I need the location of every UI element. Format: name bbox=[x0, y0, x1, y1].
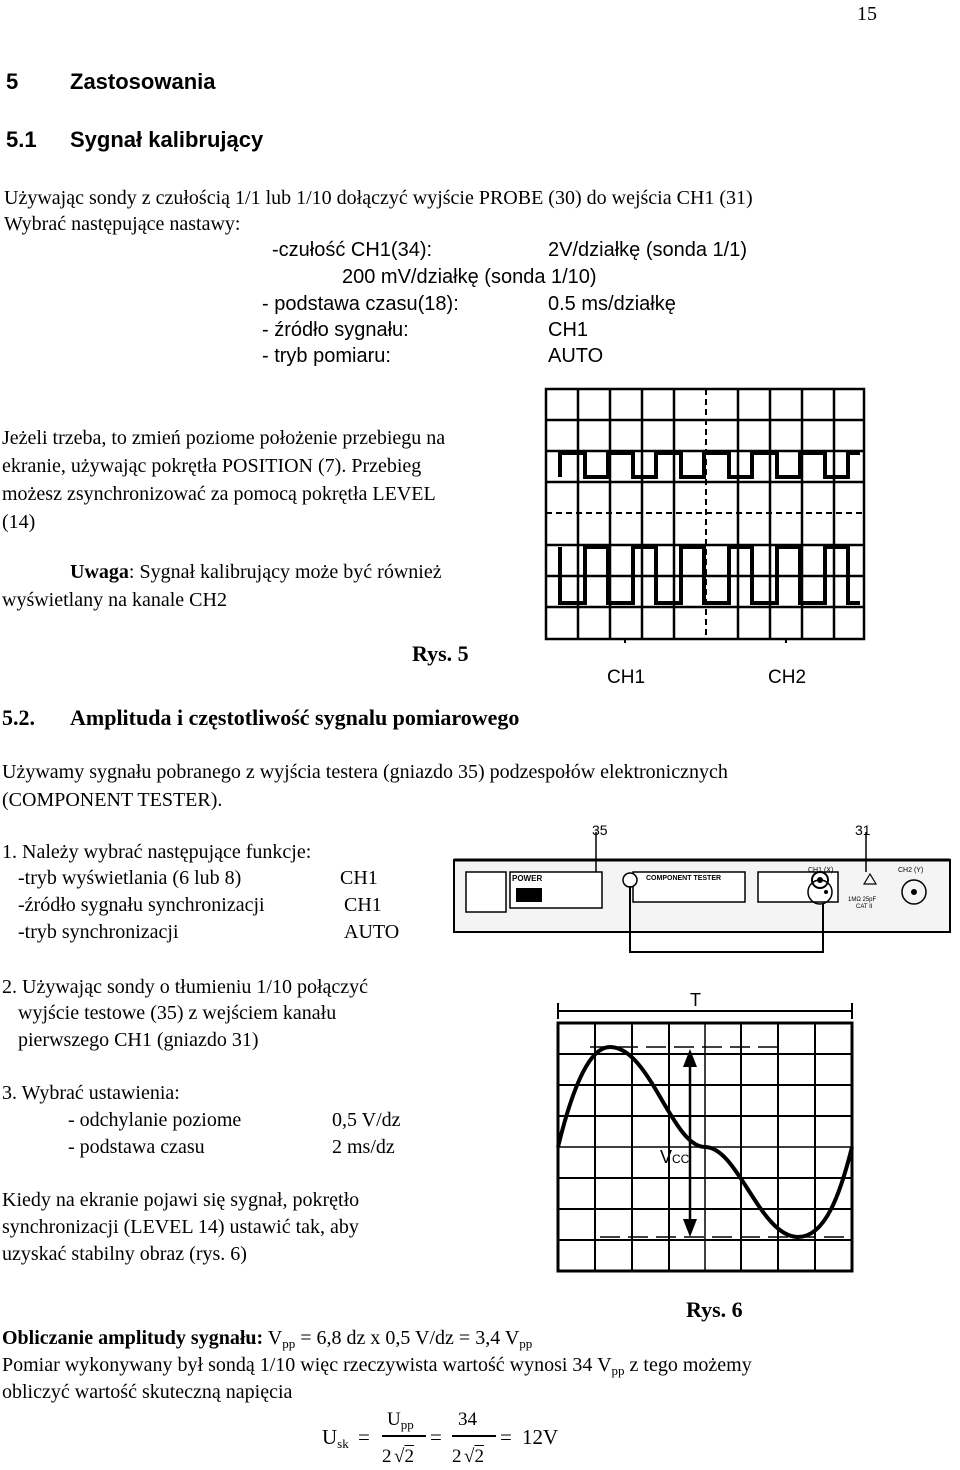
step-value: 2 ms/dz bbox=[332, 1136, 395, 1158]
category-label: CAT II bbox=[856, 904, 873, 910]
ch1x-label: CH1 (X) bbox=[808, 867, 834, 874]
figure-caption: Rys. 5 bbox=[412, 641, 469, 666]
setting-label: - tryb pomiaru: bbox=[262, 345, 391, 367]
calc-expr-b: = 6,8 dz x 0,5 V/dz = 3,4 V bbox=[295, 1327, 520, 1349]
intro-line: Używając sondy z czułością 1/1 lub 1/10 dołączyć wyjście PROBE (30) do wejścia CH1 (31) bbox=[4, 187, 753, 209]
setting-value: CH1 bbox=[548, 319, 589, 341]
formula-u bbox=[322, 1425, 349, 1456]
calc-sub: pp bbox=[611, 1363, 625, 1378]
section-title: Amplituda i częstotliwość sygnalu pomiarowego bbox=[70, 705, 520, 730]
ch2y-label: CH2 (Y) bbox=[898, 867, 924, 874]
calc-text: Pomiar wykonywany był sondą 1/10 więc rzeczywista wartość wynosi 34 V bbox=[2, 1354, 612, 1376]
paragraph-line: synchronizacji (LEVEL 14) ustawić tak, aby bbox=[2, 1216, 359, 1238]
paragraph-line: ekranie, używając pokrętła POSITION (7). Przebieg bbox=[2, 455, 422, 477]
root-value: 2 bbox=[404, 1446, 414, 1467]
u-letter: U bbox=[322, 1425, 338, 1449]
step-title: 1. Należy wybrać następujące funkcje: bbox=[2, 841, 312, 863]
step-value: 0,5 V/dz bbox=[332, 1109, 401, 1131]
section-number: 5.1 bbox=[6, 127, 37, 152]
formula-den: 2 bbox=[452, 1446, 462, 1467]
ch1-label: CH1 bbox=[607, 667, 646, 688]
step-label: - podstawa czasu bbox=[68, 1136, 205, 1158]
section-number: 5.2. bbox=[2, 705, 35, 730]
setting-value: AUTO bbox=[548, 345, 604, 367]
step-value: CH1 bbox=[344, 894, 382, 916]
note-line: wyświetlany na kanale CH2 bbox=[2, 589, 227, 611]
formula-num-upp bbox=[387, 1408, 414, 1437]
note-bold: Uwaga bbox=[70, 561, 129, 583]
paragraph-line: możesz zsynchronizować za pomocą pokrętła LEVEL bbox=[2, 483, 436, 505]
formula-eq: = bbox=[500, 1425, 512, 1449]
formula-eq: = bbox=[430, 1425, 442, 1449]
panel-number-31: 31 bbox=[855, 822, 871, 838]
period-label: T bbox=[690, 990, 701, 1010]
setting-label: - źródło sygnału: bbox=[262, 319, 409, 341]
calc-text: z tego możemy bbox=[624, 1354, 752, 1376]
step-label: -tryb synchronizacji bbox=[18, 921, 179, 943]
vcc-label bbox=[660, 1145, 689, 1171]
fraction-bar bbox=[452, 1435, 496, 1437]
u-subscript: sk bbox=[337, 1436, 349, 1451]
component-tester-label: COMPONENT TESTER bbox=[646, 875, 722, 882]
figure-caption: Rys. 6 bbox=[686, 1297, 743, 1322]
paragraph-line: Używamy sygnału pobranego z wyjścia testera (gniazdo 35) podzespołów elektronicznych bbox=[2, 761, 728, 783]
formula-root: √2 bbox=[394, 1446, 414, 1467]
setting-value: 200 mV/działkę (sonda 1/10) bbox=[342, 266, 597, 288]
paragraph-line: (14) bbox=[2, 511, 36, 533]
input-spec-label: 1MΩ 25pF bbox=[848, 897, 877, 903]
section-title: Sygnał kalibrujący bbox=[70, 127, 264, 152]
page-number: 15 bbox=[857, 3, 877, 25]
formula-eq: = bbox=[358, 1425, 370, 1449]
step-title: 3. Wybrać ustawienia: bbox=[2, 1082, 180, 1104]
step-line: pierwszego CH1 (gniazdo 31) bbox=[18, 1029, 259, 1051]
formula-num-34: 34 bbox=[458, 1409, 477, 1430]
paragraph-line: (COMPONENT TESTER). bbox=[2, 789, 223, 811]
ch2-label: CH2 bbox=[768, 667, 807, 688]
paragraph-line: uzyskać stabilny obraz (rys. 6) bbox=[2, 1243, 247, 1265]
upp-letter: U bbox=[387, 1409, 401, 1430]
oscilloscope-screen-rys6 bbox=[540, 995, 870, 1285]
setting-label: - podstawa czasu(18): bbox=[262, 293, 459, 315]
step-label: -źródło sygnału synchronizacji bbox=[18, 894, 265, 916]
root-value: 2 bbox=[474, 1446, 484, 1467]
step-value: AUTO bbox=[344, 921, 400, 943]
power-label: POWER bbox=[512, 874, 543, 883]
step-line: 2. Używając sondy o tłumieniu 1/10 połączyć bbox=[2, 976, 369, 998]
vcc-letter: V bbox=[660, 1147, 673, 1167]
setting-value: 2V/działkę (sonda 1/1) bbox=[548, 239, 748, 261]
step-label: - odchylanie poziome bbox=[68, 1109, 242, 1131]
setting-label: -czułość CH1(34): bbox=[272, 239, 433, 261]
section-title: Zastosowania bbox=[70, 69, 216, 94]
calc-bold: Obliczanie amplitudy sygnału: bbox=[2, 1327, 264, 1349]
front-panel-drawing bbox=[448, 820, 960, 980]
intro-line: Wybrać następujące nastawy: bbox=[4, 213, 241, 235]
paragraph-line: Kiedy na ekranie pojawi się sygnał, pokrętło bbox=[2, 1189, 360, 1211]
calc-sub: pp bbox=[519, 1336, 533, 1351]
step-label: -tryb wyświetlania (6 lub 8) bbox=[18, 867, 242, 889]
calc-line: obliczyć wartość skuteczną napięcia bbox=[2, 1381, 293, 1403]
panel-number-35: 35 bbox=[592, 822, 608, 838]
upp-subscript: pp bbox=[400, 1417, 414, 1432]
formula-den: 2 bbox=[382, 1446, 392, 1467]
note-line bbox=[70, 560, 442, 584]
step-value: CH1 bbox=[340, 867, 378, 889]
fraction-bar bbox=[382, 1435, 426, 1437]
calc-expr-a: V bbox=[263, 1327, 283, 1349]
note-text: : Sygnał kalibrujący może być również bbox=[128, 561, 442, 583]
vcc-subscript: CC bbox=[672, 1152, 690, 1166]
formula-root: √2 bbox=[464, 1446, 484, 1467]
section-number: 5 bbox=[6, 69, 19, 94]
step-line: wyjście testowe (35) z wejściem kanału bbox=[18, 1002, 337, 1024]
calc-line bbox=[2, 1326, 532, 1356]
formula-result: 12V bbox=[522, 1425, 559, 1449]
oscilloscope-screen-rys5 bbox=[540, 385, 870, 645]
calc-sub: pp bbox=[282, 1336, 296, 1351]
calc-line bbox=[2, 1353, 752, 1383]
paragraph-line: Jeżeli trzeba, to zmień poziome położenie przebiegu na bbox=[2, 427, 446, 449]
setting-value: 0.5 ms/działkę bbox=[548, 293, 676, 315]
